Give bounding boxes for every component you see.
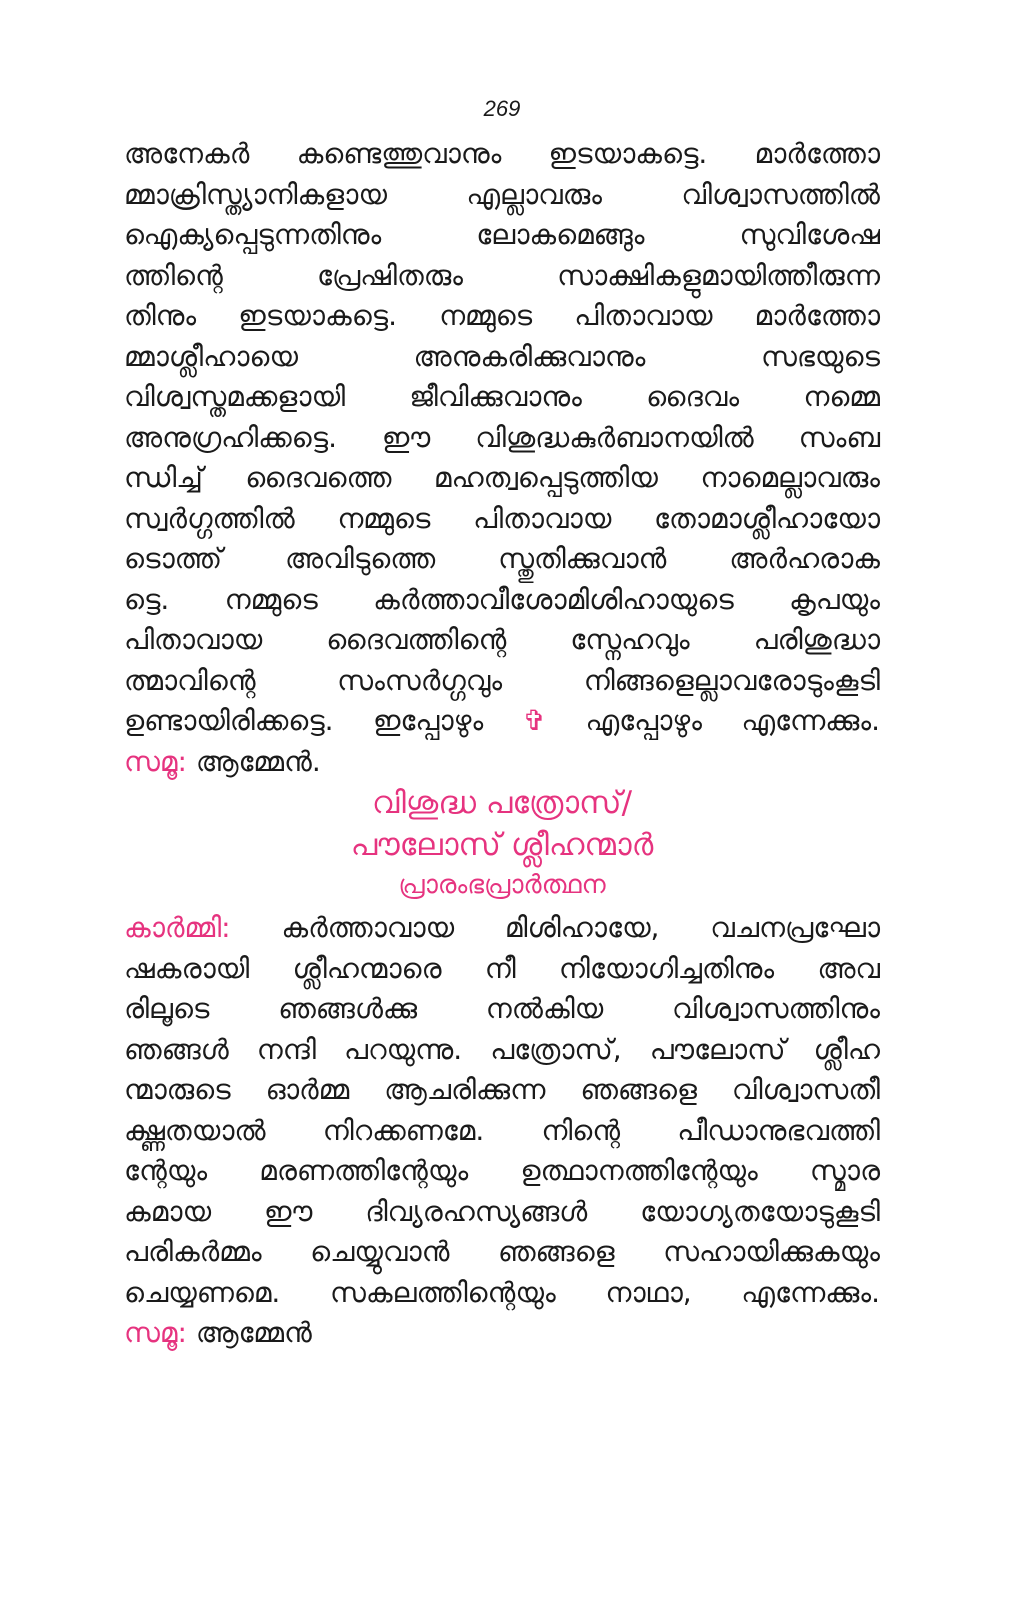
response-text: ആമ്മേൻ. [195, 744, 321, 778]
text-line: ന്മാരുടെ ഓർമ്മ ആചരിക്കുന്ന ഞങ്ങളെ വിശ്വാസതീ [124, 1073, 880, 1106]
section-subtitle: പ്രാരംഭപ്രാർത്ഥന [398, 870, 606, 900]
priest-first-line [124, 908, 880, 949]
section-title-line-2: പൗലോസ് ശ്ലീഹന്മാർ [350, 827, 654, 863]
speaker-label: സമൂ: [124, 744, 187, 778]
speaker-label: സമൂ: [124, 1316, 187, 1349]
text-line: ന്ധിച്ച് ദൈവത്തെ മഹത്വപ്പെടുത്തിയ നാമെല്ലാവരും [124, 461, 880, 494]
page-number: 269 [483, 96, 521, 121]
text-line: കമായ ഈ ദിവ്യരഹസ്യങ്ങൾ യോഗ്യതയോടുകൂടി [124, 1194, 880, 1228]
speaker-label: കാർമ്മി: [124, 911, 231, 944]
text-line: മ്മാക്രിസ്ത്യാനികളായ എല്ലാവരും വിശ്വാസത്തിൽ [124, 177, 880, 211]
text-line: ഐക്യപ്പെടുന്നതിനും ലോകമെങ്ങും സുവിശേഷ [124, 218, 880, 251]
text-line: ക്ഷ്ണതയാൽ നിറക്കണമേ. നിന്റെ പീഡാനുഭവത്തി [124, 1113, 880, 1147]
congregation-response [124, 1313, 880, 1354]
text-line: തിനും ഇടയാകട്ടെ. നമ്മുടെ പിതാവായ മാർത്തോ [124, 299, 880, 332]
text-line: അനുഗ്രഹിക്കട്ടെ. ഈ വിശുദ്ധകുർബാനയിൽ സംബ [124, 420, 880, 454]
closing-prayer-paragraph [124, 134, 880, 782]
text-line: മ്മാശ്ലീഹായെ അനുകരിക്കുവാനും സഭയുടെ [124, 339, 880, 373]
text-line: പിതാവായ ദൈവത്തിന്റെ സ്നേഹവും പരിശുദ്ധാ [124, 623, 880, 656]
text-line: ത്മാവിന്റെ സംസർഗ്ഗവും നിങ്ങളെല്ലാവരോടുംകൂടി [124, 663, 880, 697]
text-line: അനേകർ കണ്ടെത്തുവാനും ഇടയാകട്ടെ. മാർത്തോ [124, 137, 880, 170]
text-line: സ്വർഗ്ഗത്തിൽ നമ്മുടെ പിതാവായ തോമാശ്ലീഹായോ [124, 501, 880, 535]
text-line: ഷകരായി ശ്ലീഹന്മാരെ നീ നിയോഗിച്ചതിനും അവ [124, 951, 880, 985]
text-line: ന്റേയും മരണത്തിന്റേയും ഉത്ഥാനത്തിന്റേയും സ്മാര [124, 1154, 880, 1187]
text-fragment: ഉണ്ടായിരിക്കട്ടെ. ഇപ്പോഴും [124, 704, 484, 737]
text-line: പരികർമ്മം ചെയ്യുവാൻ ഞങ്ങളെ സഹായിക്കുകയും [124, 1235, 880, 1268]
text-line: ഞങ്ങൾ നന്ദി പറയുന്നു. പത്രോസ്, പൗലോസ് ശ്ലീഹ [124, 1032, 880, 1066]
text-fragment: എപ്പോഴും എന്നേക്കും. [585, 704, 880, 737]
text-line: ട്ടെ. നമ്മുടെ കർത്താവീശോമിശിഹായുടെ കൃപയും [124, 582, 880, 616]
book-page [124, 96, 880, 1354]
section-title-line-1: വിശുദ്ധ പത്രോസ്/ [371, 785, 633, 821]
text-line-with-cross [124, 701, 880, 742]
cross-icon: ✞ [522, 704, 547, 737]
text-fragment: കർത്താവായ മിശിഹായേ, വചനപ്രഘോ [281, 911, 880, 944]
response-text: ആമ്മേൻ [195, 1316, 312, 1349]
text-line: ത്തിന്റെ പ്രേഷിതരും സാക്ഷികളുമായിത്തീരുന്ന [124, 258, 880, 292]
text-line: ചെയ്യണമെ. സകലത്തിന്റെയും നാഥാ, എന്നേക്കും. [124, 1275, 880, 1309]
text-line: രിലൂടെ ഞങ്ങൾക്കു നൽകിയ വിശ്വാസത്തിനും [124, 992, 880, 1025]
text-line: വിശ്വസ്തമക്കളായി ജീവിക്കുവാനും ദൈവം നമ്മെ [124, 380, 880, 413]
opening-prayer-paragraph [124, 908, 880, 1354]
congregation-response [124, 742, 880, 783]
text-line: ടൊത്ത് അവിടുത്തെ സ്തുതിക്കുവാൻ അർഹരാക [124, 542, 880, 575]
